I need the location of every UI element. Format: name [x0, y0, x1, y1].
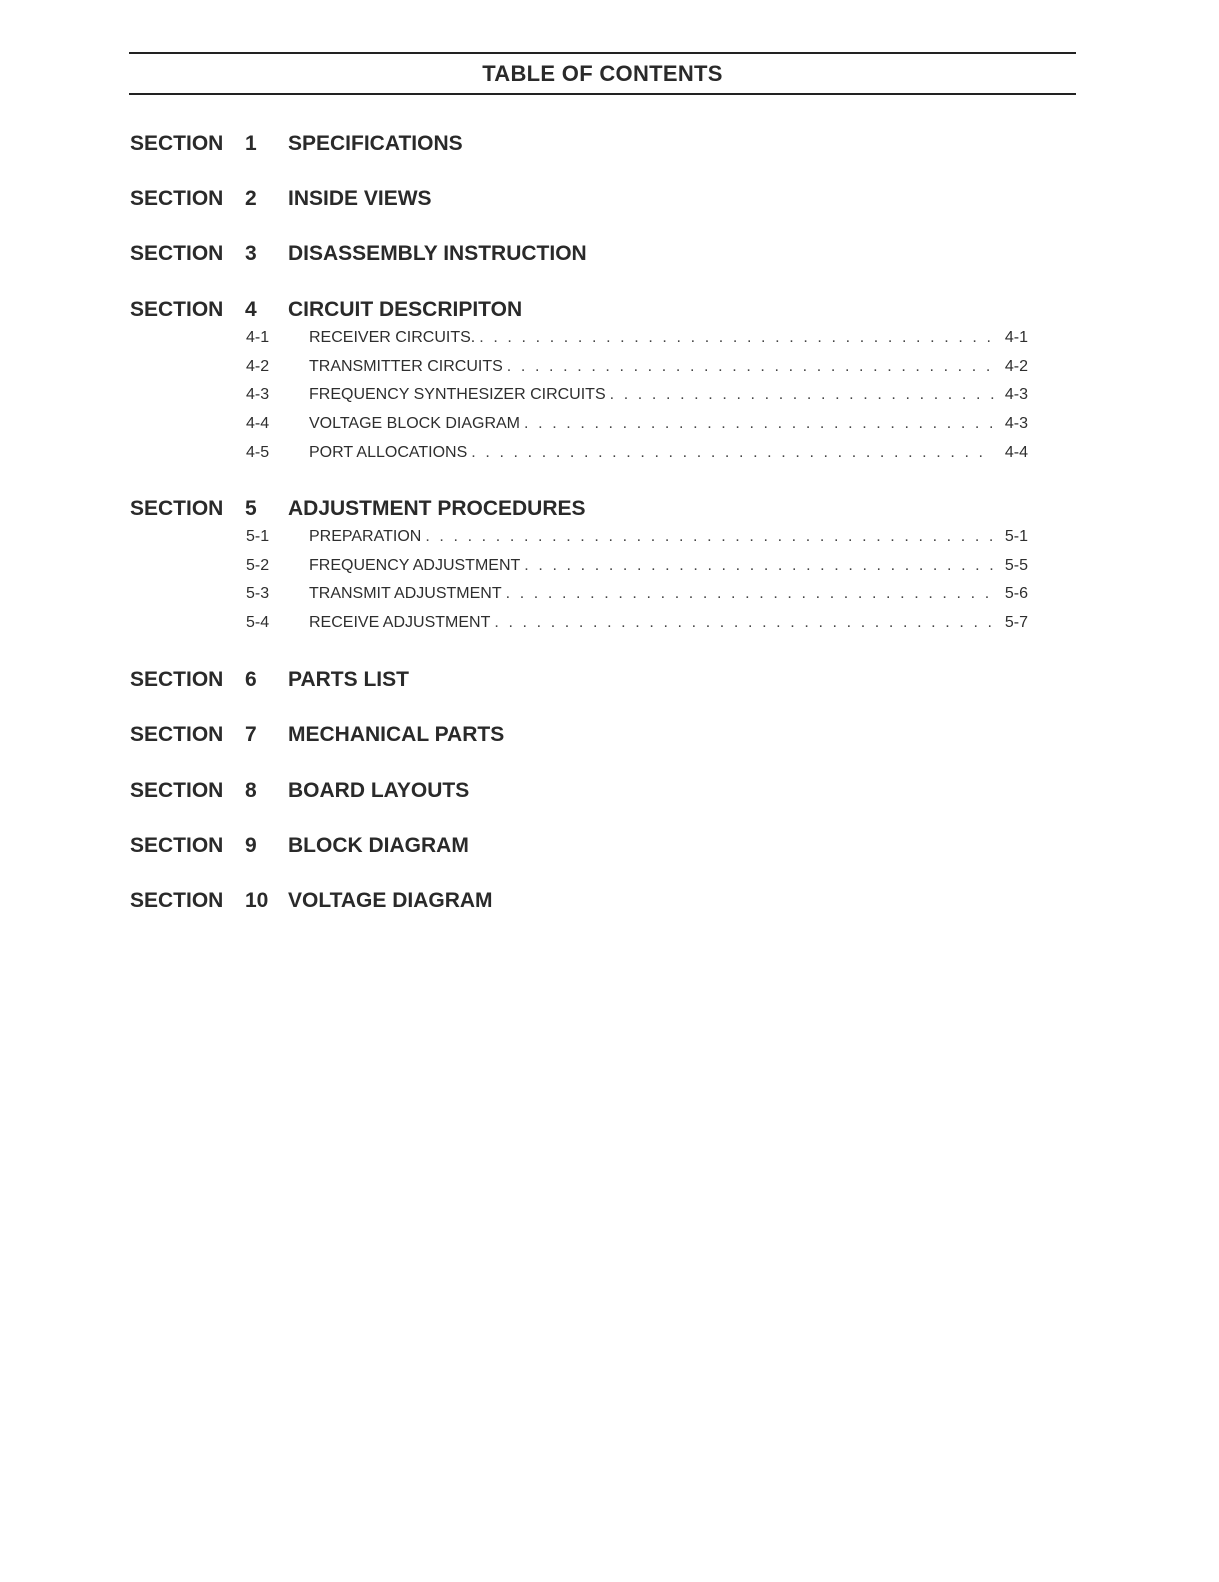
subsection-number: 4-5 — [246, 443, 270, 461]
subsection-row[interactable] — [130, 410, 1030, 439]
section-heading[interactable] — [130, 888, 1030, 914]
dot-leader — [479, 324, 994, 353]
section-number: 2 — [245, 187, 257, 210]
section-title: VOLTAGE DIAGRAM — [288, 889, 493, 912]
dot-leader — [524, 552, 994, 581]
toc-section-1 — [130, 131, 1030, 157]
subsection-list — [130, 523, 1030, 638]
section-heading[interactable] — [130, 131, 1030, 157]
subsection-row[interactable] — [130, 381, 1030, 410]
subsection-row[interactable] — [130, 324, 1030, 353]
section-number: 7 — [245, 723, 257, 746]
section-title: INSIDE VIEWS — [288, 187, 432, 210]
toc-section-9 — [130, 833, 1030, 859]
subsection-row[interactable] — [130, 609, 1030, 638]
section-number: 9 — [245, 834, 257, 857]
dot-leader — [506, 580, 994, 609]
page-number: 5-6 — [1004, 585, 1028, 603]
section-label: SECTION — [130, 187, 224, 210]
section-title: PARTS LIST — [288, 668, 409, 691]
subsection-number: 5-2 — [246, 556, 270, 574]
subsection-title: FREQUENCY ADJUSTMENT — [309, 556, 521, 574]
section-label: SECTION — [130, 889, 224, 912]
toc-section-5 — [130, 496, 1030, 638]
subsection-title: RECEIVER CIRCUITS. — [309, 329, 476, 346]
subsection-number: 5-3 — [246, 585, 270, 603]
subsection-number: 5-4 — [246, 614, 270, 632]
subsection-number: 4-2 — [246, 357, 270, 375]
section-title: SPECIFICATIONS — [288, 132, 463, 155]
subsection-number: 4-1 — [246, 329, 270, 346]
section-heading[interactable] — [130, 297, 1030, 323]
dot-leader — [524, 410, 994, 439]
section-title: DISASSEMBLY INSTRUCTION — [288, 242, 587, 265]
subsection-title: PREPARATION — [309, 528, 422, 545]
page-number: 5-7 — [1004, 614, 1028, 632]
section-number: 3 — [245, 242, 257, 265]
toc-section-4 — [130, 297, 1030, 467]
section-title: BOARD LAYOUTS — [288, 779, 470, 802]
page-number: 4-3 — [1004, 415, 1028, 433]
section-heading[interactable] — [130, 241, 1030, 267]
subsection-row[interactable] — [130, 552, 1030, 581]
subsection-title: TRANSMIT ADJUSTMENT — [309, 585, 502, 603]
subsection-number: 4-4 — [246, 415, 270, 433]
section-label: SECTION — [130, 723, 224, 746]
toc-section-10 — [130, 888, 1030, 914]
page-title: TABLE OF CONTENTS — [482, 60, 723, 86]
toc-section-3 — [130, 241, 1030, 267]
dot-leader — [507, 353, 994, 382]
section-title: CIRCUIT DESCRIPITON — [288, 298, 523, 321]
section-heading[interactable] — [130, 778, 1030, 804]
dot-leader — [471, 439, 994, 468]
section-label: SECTION — [130, 132, 224, 155]
page-number: 4-2 — [1004, 357, 1028, 375]
subsection-number: 5-1 — [246, 528, 270, 545]
subsection-row[interactable] — [130, 523, 1030, 552]
section-title: ADJUSTMENT PROCEDURES — [288, 497, 586, 520]
subsection-list — [130, 324, 1030, 467]
section-heading[interactable] — [130, 496, 1030, 522]
section-label: SECTION — [130, 242, 224, 265]
section-heading[interactable] — [130, 722, 1030, 748]
toc-section-7 — [130, 722, 1030, 748]
toc-section-2 — [130, 186, 1030, 212]
dot-leader — [494, 609, 994, 638]
section-label: SECTION — [130, 497, 224, 520]
page-number: 4-3 — [1004, 386, 1028, 404]
section-number: 1 — [245, 132, 257, 155]
subsection-row[interactable] — [130, 353, 1030, 382]
page-header — [129, 52, 1076, 95]
page-number: 4-4 — [1004, 443, 1028, 461]
section-title: BLOCK DIAGRAM — [288, 834, 469, 857]
dot-leader — [425, 523, 994, 552]
page-number: 4-1 — [1004, 329, 1028, 346]
subsection-row[interactable] — [130, 580, 1030, 609]
section-number: 10 — [245, 889, 269, 912]
subsection-row[interactable] — [130, 439, 1030, 468]
section-label: SECTION — [130, 298, 224, 321]
section-label: SECTION — [130, 668, 224, 691]
section-number: 6 — [245, 668, 257, 691]
toc-section-6 — [130, 667, 1030, 693]
section-heading[interactable] — [130, 833, 1030, 859]
section-number: 5 — [245, 497, 257, 520]
section-number: 4 — [245, 298, 257, 321]
section-title: MECHANICAL PARTS — [288, 723, 505, 746]
page-number: 5-5 — [1004, 556, 1028, 574]
section-heading[interactable] — [130, 667, 1030, 693]
section-heading[interactable] — [130, 186, 1030, 212]
toc-section-8 — [130, 778, 1030, 804]
subsection-number: 4-3 — [246, 386, 270, 404]
section-label: SECTION — [130, 834, 224, 857]
subsection-title: RECEIVE ADJUSTMENT — [309, 614, 491, 632]
subsection-title: PORT ALLOCATIONS — [309, 443, 468, 461]
dot-leader — [610, 381, 994, 410]
subsection-title: TRANSMITTER CIRCUITS — [309, 357, 503, 375]
section-label: SECTION — [130, 779, 224, 802]
page-number: 5-1 — [1004, 528, 1028, 545]
section-number: 8 — [245, 779, 257, 802]
subsection-title: FREQUENCY SYNTHESIZER CIRCUITS — [309, 386, 606, 404]
subsection-title: VOLTAGE BLOCK DIAGRAM — [309, 415, 521, 433]
